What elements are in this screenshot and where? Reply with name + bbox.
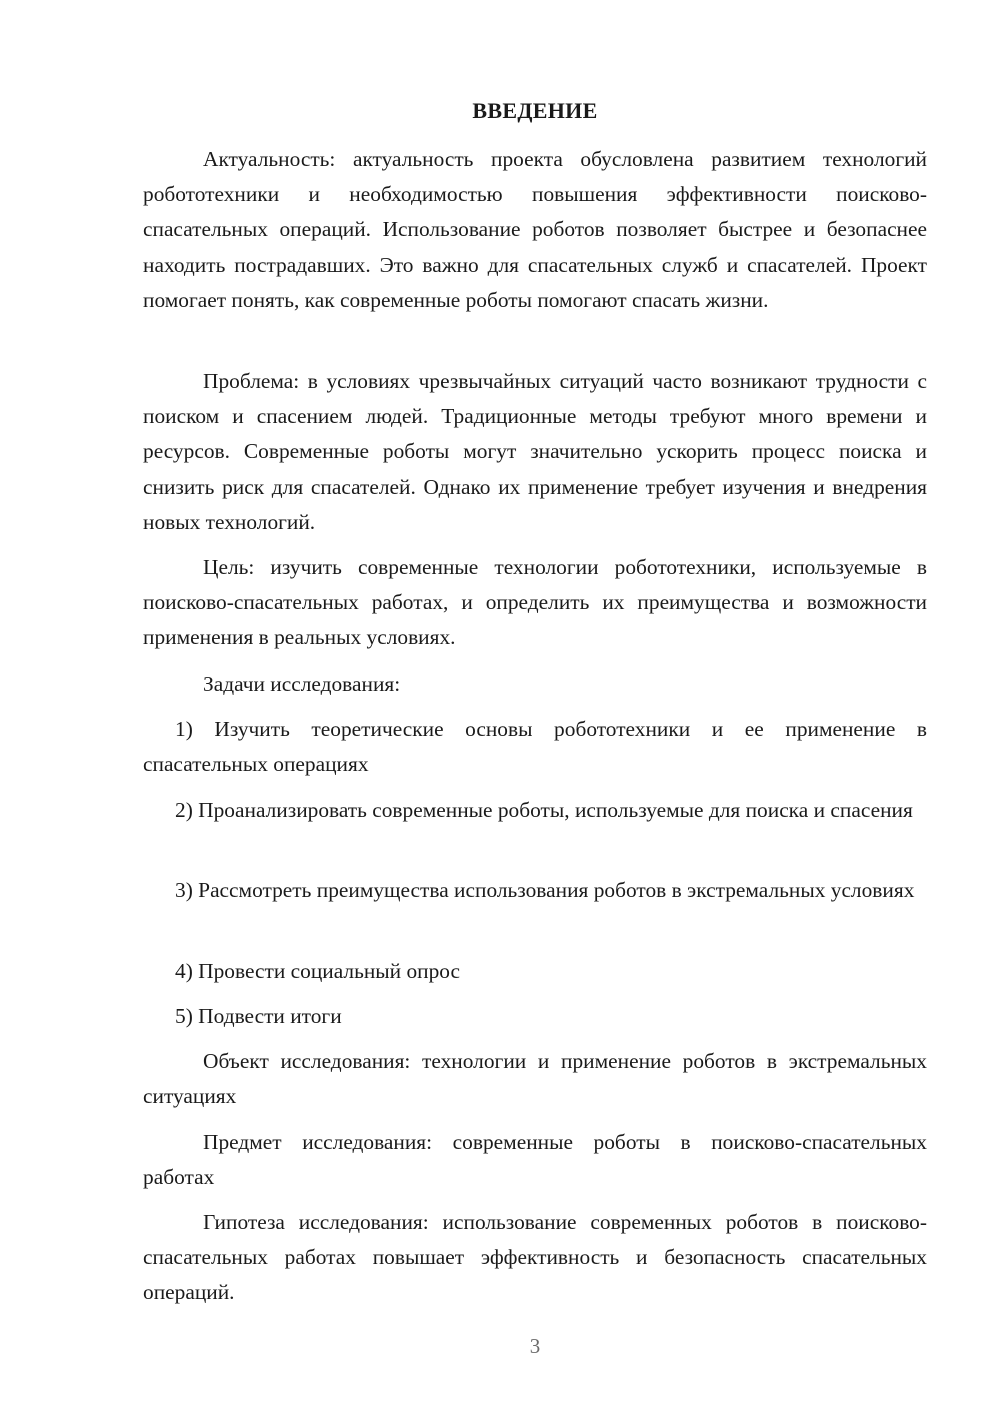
page-number: 3 — [529, 1334, 541, 1358]
list-item: 2) Проанализировать современные роботы, используемые для поиска и спасения — [175, 798, 913, 822]
list-item: 1) Изучить теоретические основы робототехники и ее применение в спасательных операциях — [143, 717, 927, 777]
paragraph-subject: Предмет исследования: современные роботы в поисково-спасательных работах — [143, 1130, 927, 1190]
list-item: 3) Рассмотреть преимущества использования роботов в экстремальных условиях — [175, 878, 915, 902]
tasks-heading: Задачи исследования: — [203, 672, 401, 696]
document-page — [143, 0, 927, 1414]
paragraph-problem: Проблема: в условиях чрезвычайных ситуаций часто возникают трудности с поиском и спасением людей. Традиционные методы требуют много времени и ресурсов. Современные роботы могут значительно ускорить процесс поиска и снизить риск для спасателей. Однако их применение требует изучения и внедрения новых технологий. — [143, 369, 927, 534]
paragraph-object: Объект исследования: технологии и применение роботов в экстремальных ситуациях — [143, 1049, 927, 1109]
page-title: ВВЕДЕНИЕ — [472, 98, 598, 123]
paragraph-relevance: Актуальность: актуальность проекта обусловлена развитием технологий робототехники и необходимостью повышения эффективности поисково-спасательных операций. Использование роботов позволяет быстрее и безопаснее находить пострадавших. Это важно для спасательных служб и спасателей. Проект помогает понять, как современные роботы помогают спасать жизни. — [143, 147, 927, 312]
list-item: 4) Провести социальный опрос — [175, 959, 461, 983]
paragraph-hypothesis: Гипотеза исследования: использование современных роботов в поисково-спасательных работах повышает эффективность и безопасность спасательных операций. — [143, 1210, 927, 1305]
paragraph-goal: Цель: изучить современные технологии робототехники, используемые в поисково-спасательных работах, и определить их преимущества и возможности применения в реальных условиях. — [143, 555, 927, 650]
list-item: 5) Подвести итоги — [175, 1004, 342, 1028]
